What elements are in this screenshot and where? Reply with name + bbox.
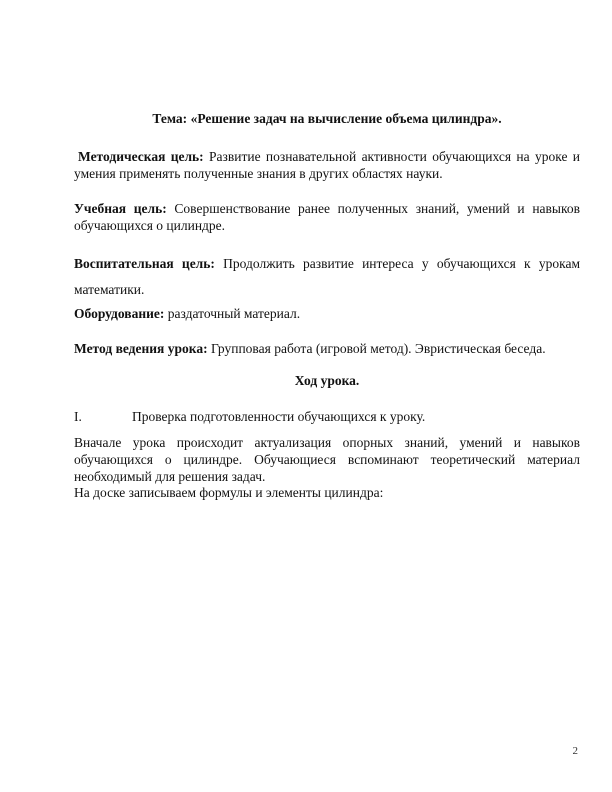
- topic-label: Тема:: [152, 111, 188, 126]
- lesson-topic: [74, 110, 580, 127]
- topic-text: «Решение задач на вычисление объема цилиндра».: [187, 111, 502, 126]
- methodical-goal: [74, 148, 580, 182]
- page-number: 2: [572, 745, 578, 757]
- paragraph-2: На доске записываем формулы и элементы цилиндра:: [74, 485, 384, 500]
- methodical-goal-text: Развитие познавательной активности обучающихся на уроке и умения применять полученные знания в других областях науки.: [74, 149, 580, 181]
- lesson-method-label: Метод ведения урока:: [74, 341, 208, 356]
- paragraph-1: Вначале урока происходит актуализация опорных знаний, умений и навыков обучающихся о цилиндре. Обучающиеся вспоминают теоретический материал необходимый для решения задач.: [74, 435, 580, 484]
- equipment: [74, 305, 580, 322]
- section-1-number: I.: [74, 409, 82, 424]
- upbringing-goal-text: Продолжить развитие интереса у обучающихся к урокам математики.: [74, 256, 580, 297]
- equipment-label: Оборудование:: [74, 306, 165, 321]
- upbringing-goal-label: Воспитательная цель:: [74, 256, 215, 271]
- upbringing-goal: [74, 251, 580, 303]
- section-1-heading: [74, 408, 580, 425]
- methodical-goal-label: Методическая цель:: [78, 149, 204, 164]
- educational-goal: [74, 200, 580, 234]
- section-1-title: Проверка подготовленности обучающихся к уроку.: [132, 409, 426, 424]
- lesson-method-text: Групповая работа (игровой метод). Эвристическая беседа.: [207, 341, 546, 356]
- educational-goal-text: Совершенствование ранее полученных знаний, умений и навыков обучающихся о цилиндре.: [74, 201, 580, 233]
- equipment-text: раздаточный материал.: [164, 306, 301, 321]
- lesson-course-heading: Ход урока.: [294, 373, 360, 388]
- lesson-method: [74, 340, 580, 357]
- educational-goal-label: Учебная цель:: [74, 201, 167, 216]
